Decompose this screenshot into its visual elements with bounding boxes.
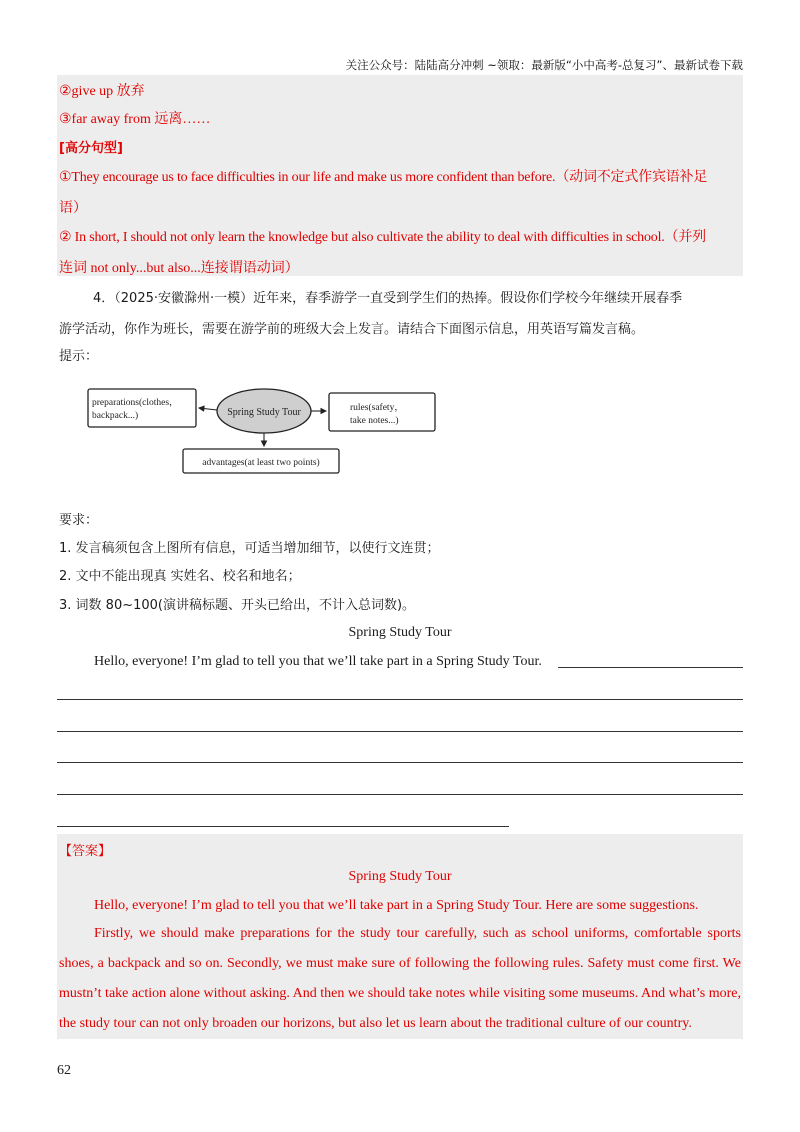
prompt-opening: Hello, everyone! I’m glad to tell you that we’ll take part in a Spring Study Tour. [94,654,542,669]
requirements-label: 要求： [59,513,99,528]
prompt-title: Spring Study Tour [348,625,452,640]
hint-label: 提示： [59,349,99,364]
question-line-2: 游学活动，你作为班长，需要在游学前的班级大会上发言。请结合下面图示信息，用英语写篇发言稿。 [59,322,645,337]
writing-line-3 [57,762,743,763]
header-note: 关注公众号：陆陆高分冲刺 ~领取：最新版“小中高考-总复习”、最新试卷下载 [345,58,743,72]
writing-line-4 [57,794,743,795]
rules-text-line-1: rules(safety， [350,403,404,413]
answer-title: Spring Study Tour [348,869,452,884]
phrase-give-up: ②give up 放弃 [59,84,145,99]
phrase-far-away-from: ③far away from 远离…… [59,112,211,127]
sentence-1-line-2: 语） [59,201,87,216]
writing-blank-first [558,667,743,668]
requirement-2: 2. 文中不能出现真 实姓名、校名和地名； [59,569,301,584]
rules-text-line-2: take notes...) [350,416,399,426]
sentence-2-line-1: ② In short, I should not only learn the knowledge but also cultivate the ability to deal with difficulties in school.（并列 [59,230,706,245]
mind-map-diagram [86,383,446,483]
writing-line-5 [57,826,509,827]
requirement-1: 1. 发言稿须包含上图所有信息，可适当增加细节，以使行文连贯； [59,541,440,556]
writing-line-1 [57,699,743,700]
preparations-text-line-1: preparations(clothes， [92,398,179,408]
mind-map-svg [86,383,446,483]
preparations-box [88,389,196,427]
preparations-text-line-2: backpack...) [92,411,139,421]
writing-line-2 [57,731,743,732]
sentence-1-line-1: ①They encourage us to face difficulties in our life and make us more confident than before.（动词不定式作宾语补足 [59,170,708,185]
section-title: [高分句型] [59,141,123,156]
question-line-1: 4．（2025·安徽滁州·一模）近年来，春季游学一直受到学生们的热捧。假设你们学校今年继续开展春季 [93,291,683,306]
answer-label: 【答案】 [59,844,112,859]
requirement-3: 3. 词数 80~100(演讲稿标题、开头已给出，不计入总词数)。 [59,598,416,613]
answer-paragraph-1: Hello, everyone! I’m glad to tell you that we’ll take part in a Spring Study Tour. Here are some suggestions. [94,898,699,913]
page-number: 62 [57,1063,71,1078]
arrow-to-preparations [199,408,217,410]
sentence-2-line-2: 连词 not only...but also...连接谓语动词） [59,261,299,276]
answer-paragraph-2: Firstly, we should make preparations for the study tour carefully, such as school uniforms, comfortable sports shoes, a backpack and so on. Secondly, we must make sure of following the following rules. Safety must come first. We mustn’t take action alone without asking. And then we should take notes while visiting some museums. And what’s more, the study tour can not only broaden our horizons, but also let us learn about the traditional culture of our country. [59,926,741,1031]
advantages-text: advantages(at least two points) [202,458,320,468]
center-text: Spring Study Tour [227,407,301,418]
